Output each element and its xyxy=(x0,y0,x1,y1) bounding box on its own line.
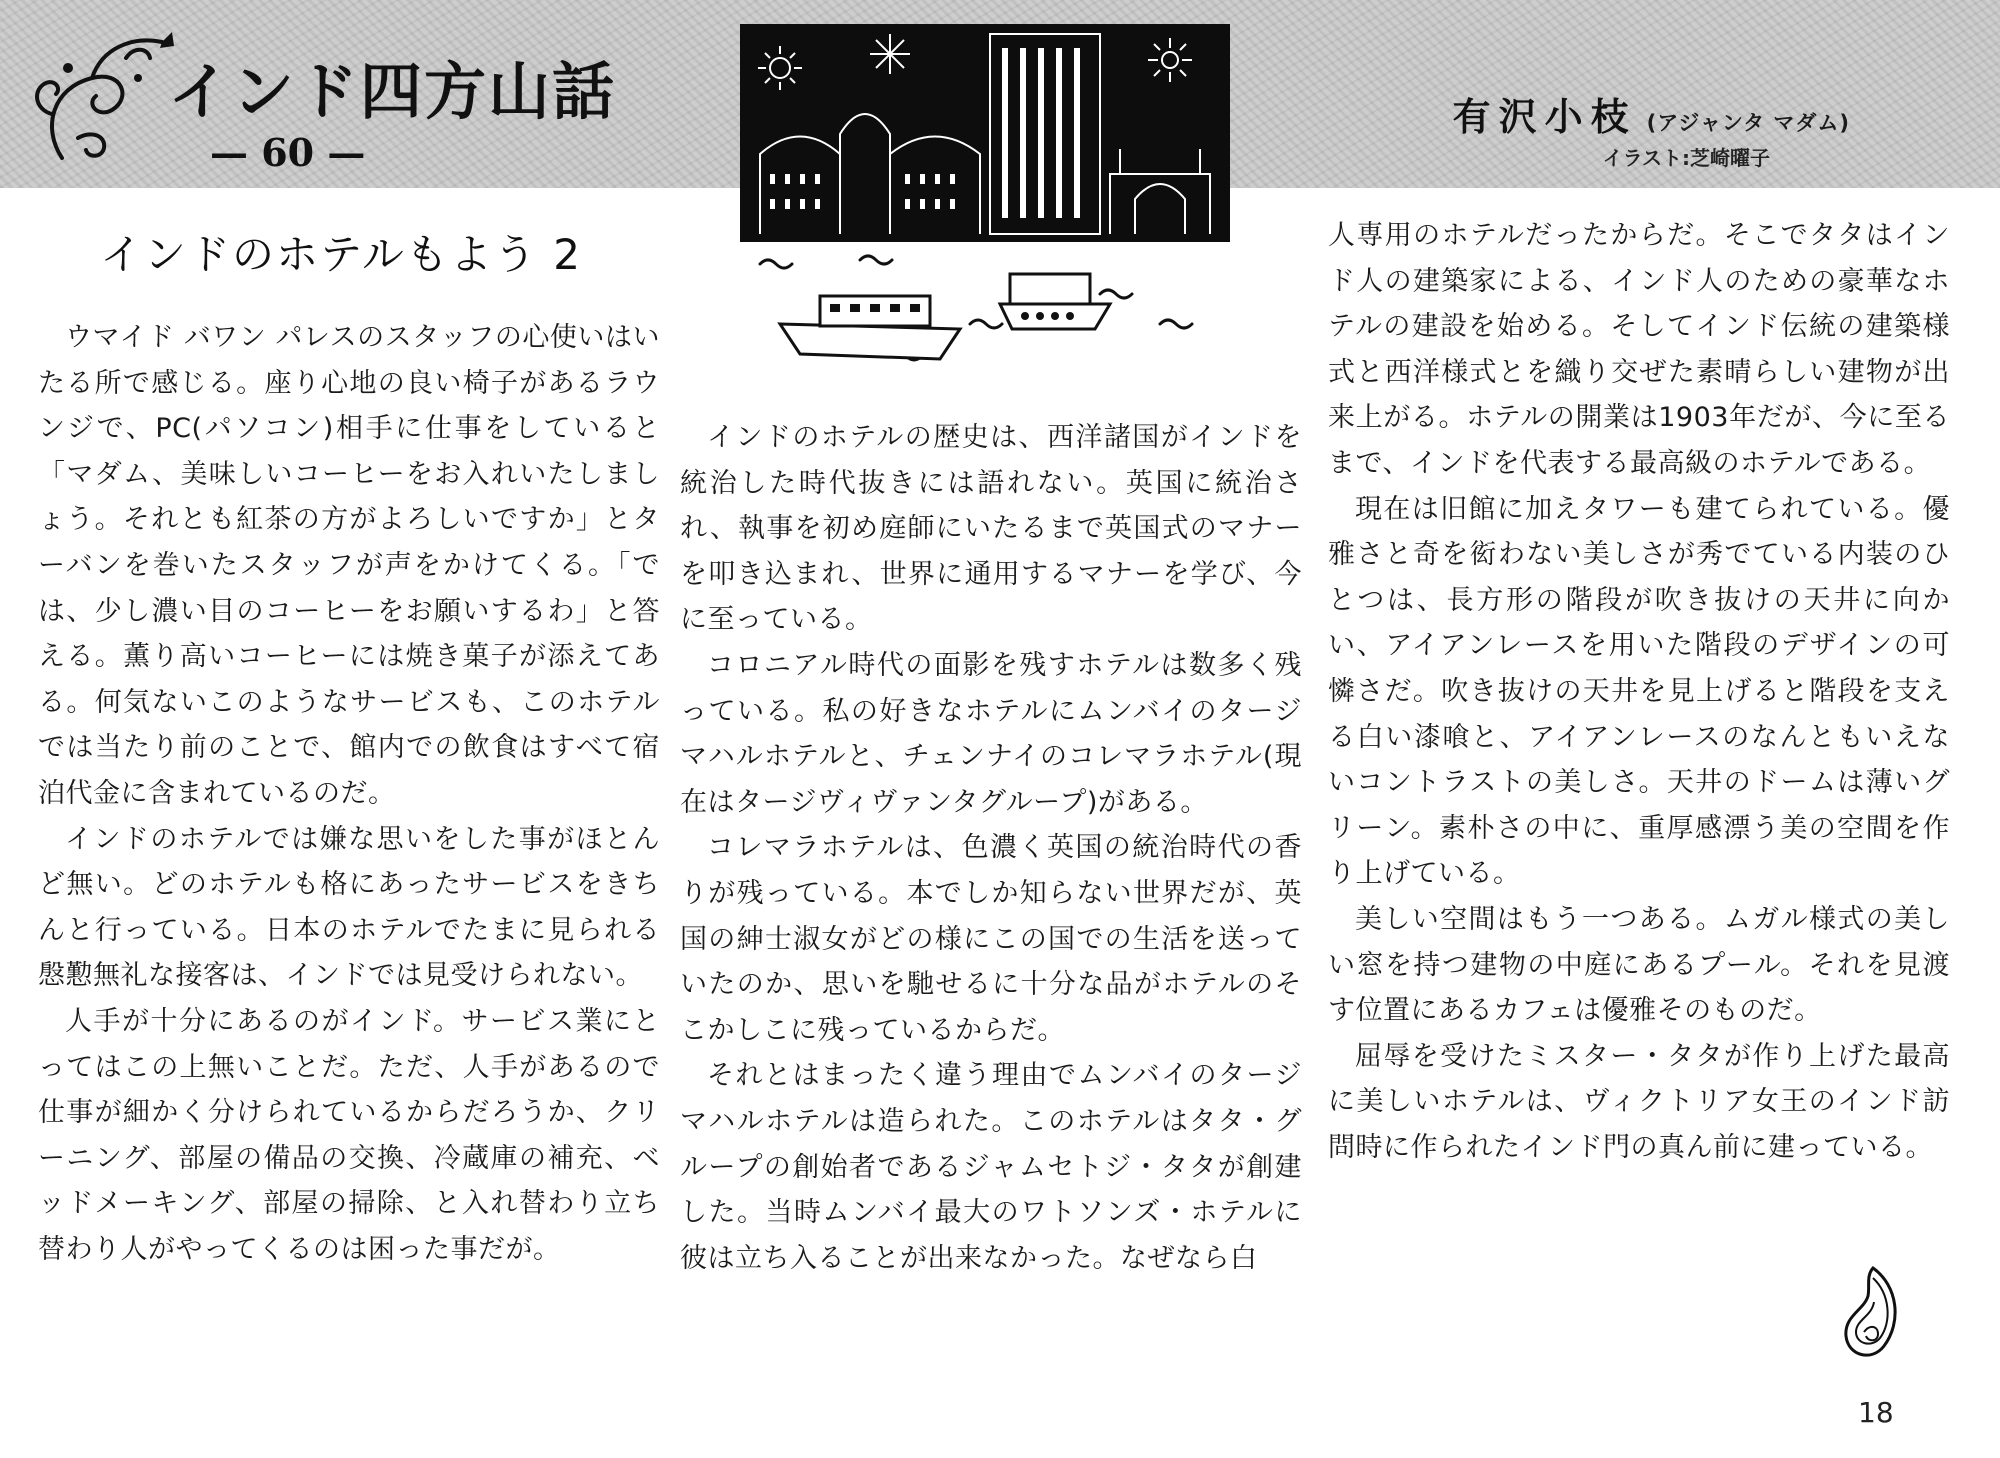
article-column-2 xyxy=(680,415,1302,1281)
paragraph: 人手が十分にあるのがインド。サービス業にとってはこの上無いことだ。ただ、人手があるので仕事が細かく分けられているからだろうか、クリーニング、部屋の備品の交換、冷蔵庫の補充、ベッドメーキング、部屋の掃除、と入れ替わり立ち替わり人がやってくるのは困った事だが。 xyxy=(38,1005,660,1265)
page-number: 18 xyxy=(1858,1396,1894,1429)
mumbai-harbor-fireworks-illustration xyxy=(740,24,1230,394)
paragraph: ウマイド バワン パレスのスタッフの心使いはいたる所で感じる。座り心地の良い椅子があるラウンジで、PC(パソコン)相手に仕事をしていると「マダム、美味しいコーヒーをお入れいたしましょう。それとも紅茶の方がよろしいですか」とターバンを巻いたスタッフが声をかけてくる。「では、少し濃い目のコーヒーをお願いするわ」と答える。薫り高いコーヒーには焼き菓子が添えてある。何気ないこのようなサービスも、このホテルでは当たり前のことで、館内での飲食はすべて宿泊代金に含まれているのだ。 xyxy=(38,322,660,809)
paragraph: インドのホテルでは嫌な思いをした事がほとんど無い。どのホテルも格にあったサービスをきちんと行っている。日本のホテルでたまに見られる慇懃無礼な接客は、インドでは見受けられない。 xyxy=(38,823,660,992)
paragraph: インドのホテルの歴史は、西洋諸国がインドを統治した時代抜きには語れない。英国に統治され、執事を初め庭師にいたるまで英国式のマナーを叩き込まれ、世界に通用するマナーを学び、今に至っている。 xyxy=(680,422,1302,636)
paragraph: コロニアル時代の面影を残すホテルは数多く残っている。私の好きなホテルにムンバイのタージマハルホテルと、チェンナイのコレマラホテル(現在はタージヴィヴァンタグループ)がある。 xyxy=(680,649,1302,818)
author-byline xyxy=(1453,86,1850,141)
article-column-1 xyxy=(38,315,660,1272)
article-column-3 xyxy=(1328,213,1950,1170)
floral-scroll-icon xyxy=(22,18,182,168)
illustrator-credit: イラスト:芝崎曜子 xyxy=(1602,146,1770,170)
author-affiliation: (アジャンタ マダム) xyxy=(1646,111,1850,135)
paragraph: それとはまったく違う理由でムンバイのタージマハルホテルは造られた。このホテルはタタ・グループの創始者であるジャムセトジ・タタが創建した。当時ムンバイ最大のワトソンズ・ホテルに彼は立ち入ることが出来なかった。なぜなら白 xyxy=(680,1060,1302,1274)
paragraph: 美しい空間はもう一つある。ムガル様式の美しい窓を持つ建物の中庭にあるプール。それを見渡す位置にあるカフェは優雅そのものだ。 xyxy=(1328,903,1950,1027)
paragraph: 現在は旧館に加えタワーも建てられている。優雅さと奇を衒わない美しさが秀でている内装のひとつは、長方形の階段が吹き抜けの天井に向かい、アイアンレースを用いた階段のデザインの可憐さだ。吹き抜けの天井を見上げると階段を支える白い漆喰と、アイアンレースのなんともいえないコントラストの美しさ。天井のドームは薄いグリーン。素朴さの中に、重厚感漂う美の空間を作り上げている。 xyxy=(1328,493,1950,890)
author-name: 有沢小枝 xyxy=(1452,94,1637,139)
paisley-icon xyxy=(1838,1262,1908,1362)
series-title: インド四方山話 xyxy=(168,55,617,128)
paragraph-continuation: 人専用のホテルだったからだ。そこでタタはインド人の建築家による、インド人のための豪華なホテルの建設を始める。そしてインド伝統の建築様式と西洋様式とを織り交ぜた素晴らしい建物が出来上がる。ホテルの開業は1903年だが、今に至るまで、インドを代表する最高級のホテルである。 xyxy=(1328,220,1950,479)
article-title: インドのホテルもよう 2 xyxy=(100,230,582,279)
paragraph: 屈辱を受けたミスター・タタが作り上げた最高に美しいホテルは、ヴィクトリア女王のインド訪問時に作られたインド門の真ん前に建っている。 xyxy=(1328,1040,1950,1163)
series-number: — 60 — xyxy=(210,130,366,175)
paragraph: コレマラホテルは、色濃く英国の統治時代の香りが残っている。本でしか知らない世界だが、英国の紳士淑女がどの様にこの国での生活を送っていたのか、思いを馳せるに十分な品がホテルのそこかしこに残っているからだ。 xyxy=(680,832,1302,1046)
